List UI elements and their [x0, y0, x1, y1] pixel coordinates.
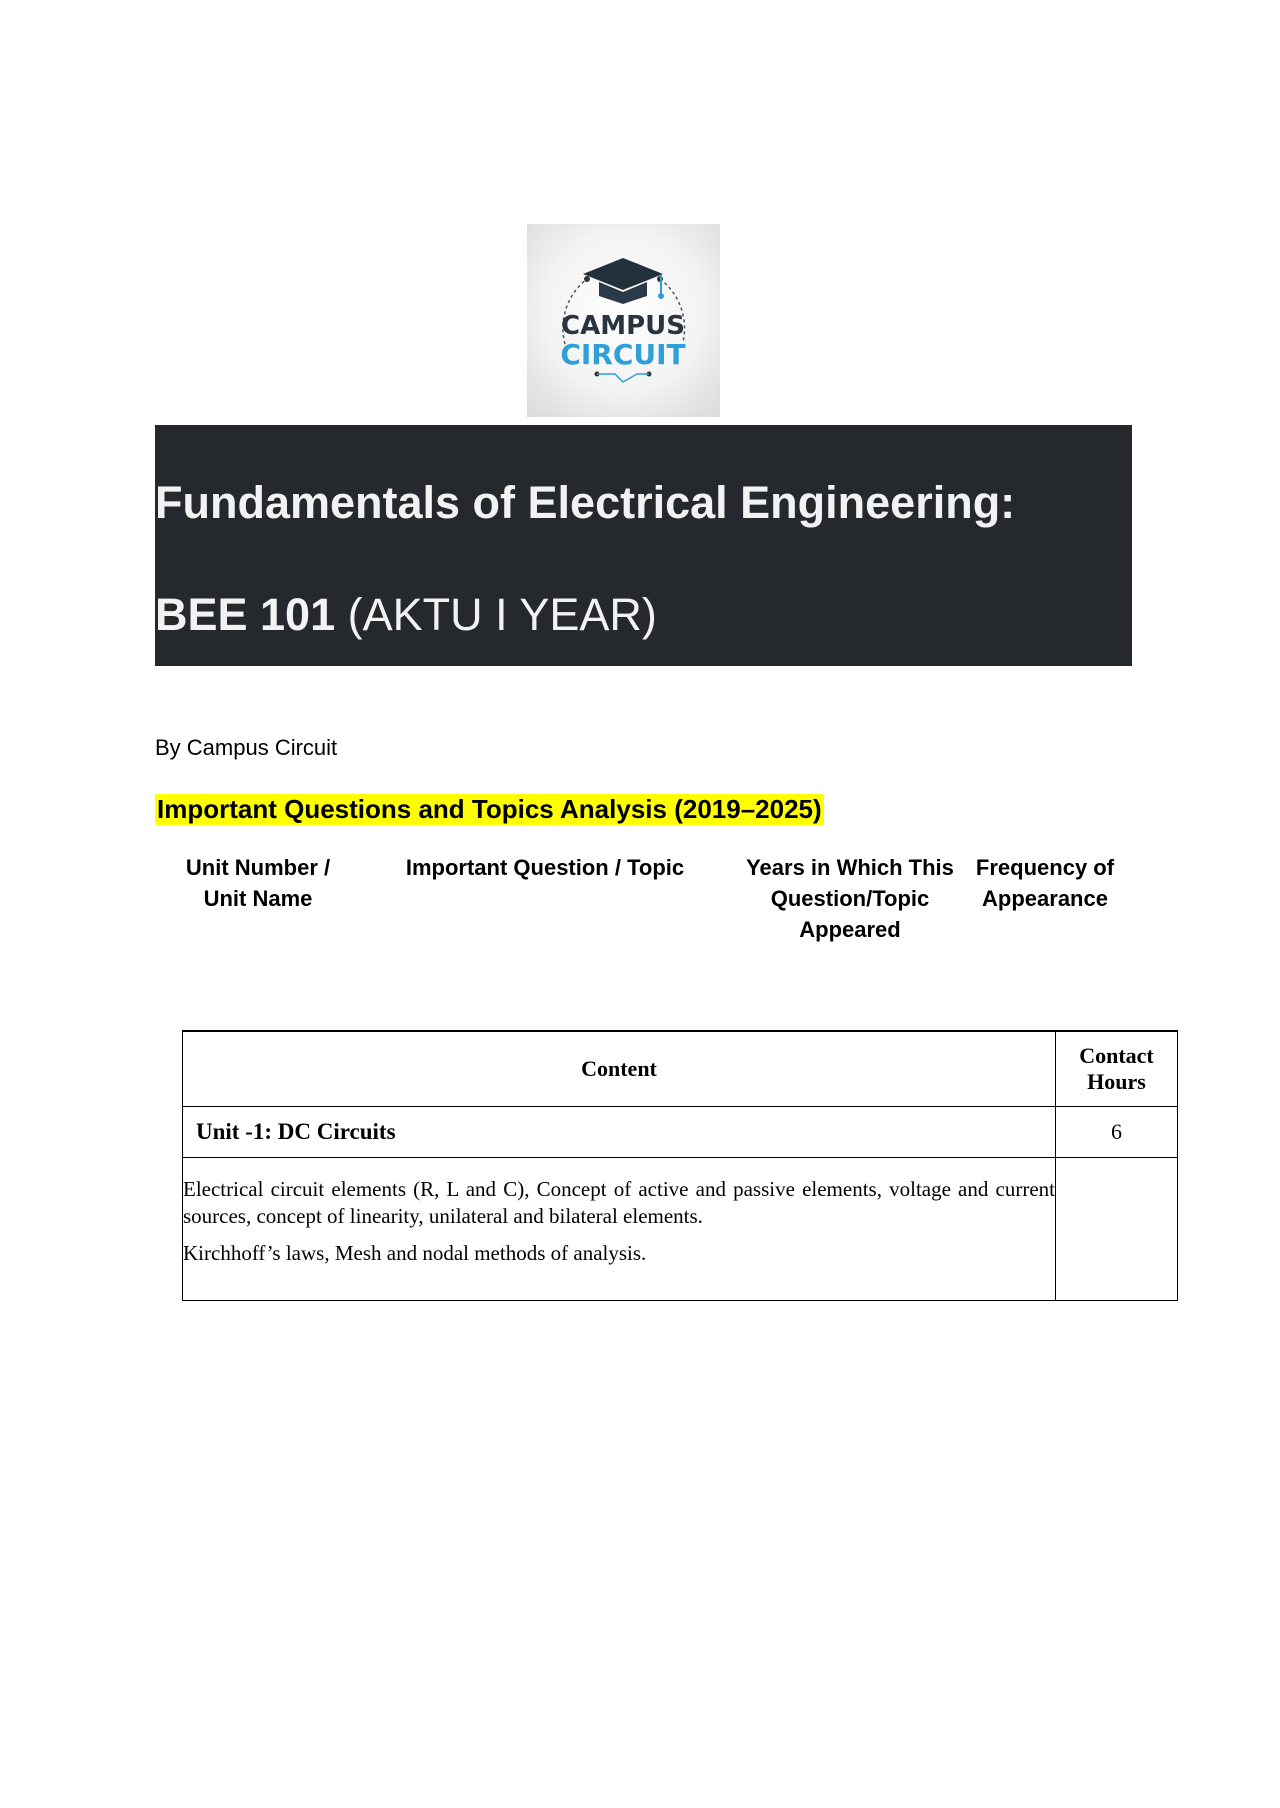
header-unit-number: Unit Number / Unit Name — [185, 855, 331, 911]
header-important-question: Important Question / Topic — [405, 855, 685, 880]
unit-description — [183, 1158, 1056, 1301]
byline: By Campus Circuit — [155, 735, 338, 760]
unit-hours: 6 — [1056, 1107, 1178, 1158]
header-years-appeared: Years in Which This Question/Topic Appeared — [746, 855, 954, 942]
graduation-cap-circuit-logo-icon — [527, 224, 720, 417]
table-header-row — [183, 1031, 1178, 1107]
course-code: BEE 101 — [155, 589, 336, 640]
title-band — [155, 425, 1132, 666]
logo-text-campus: CAMPUS — [561, 311, 685, 341]
course-title: Fundamentals of Electrical Engineering: — [155, 477, 1016, 528]
description-paragraph: Kirchhoff’s laws, Mesh and nodal methods of analysis. — [183, 1241, 647, 1265]
course-code-line — [155, 589, 657, 641]
syllabus-table — [182, 1030, 1178, 1301]
campus-circuit-logo — [527, 224, 720, 417]
description-paragraph: Electrical circuit elements (R, L and C), Concept of active and passive elements, voltage and current sources, concept of linearity, unilateral and bilateral elements. — [183, 1177, 1055, 1228]
contact-hours-header: Contact Hours — [1056, 1031, 1178, 1107]
table-row — [183, 1158, 1178, 1301]
logo-text-circuit: CIRCUIT — [560, 338, 686, 371]
table-row — [183, 1107, 1178, 1158]
course-code-suffix: (AKTU I YEAR) — [335, 589, 657, 640]
description-hours-cell — [1056, 1158, 1178, 1301]
content-header: Content — [183, 1031, 1056, 1107]
section-title: Important Questions and Topics Analysis (2019–2025) — [157, 794, 822, 824]
unit-name: Unit -1: DC Circuits — [183, 1107, 1056, 1158]
header-frequency: Frequency of Appearance — [975, 855, 1115, 911]
